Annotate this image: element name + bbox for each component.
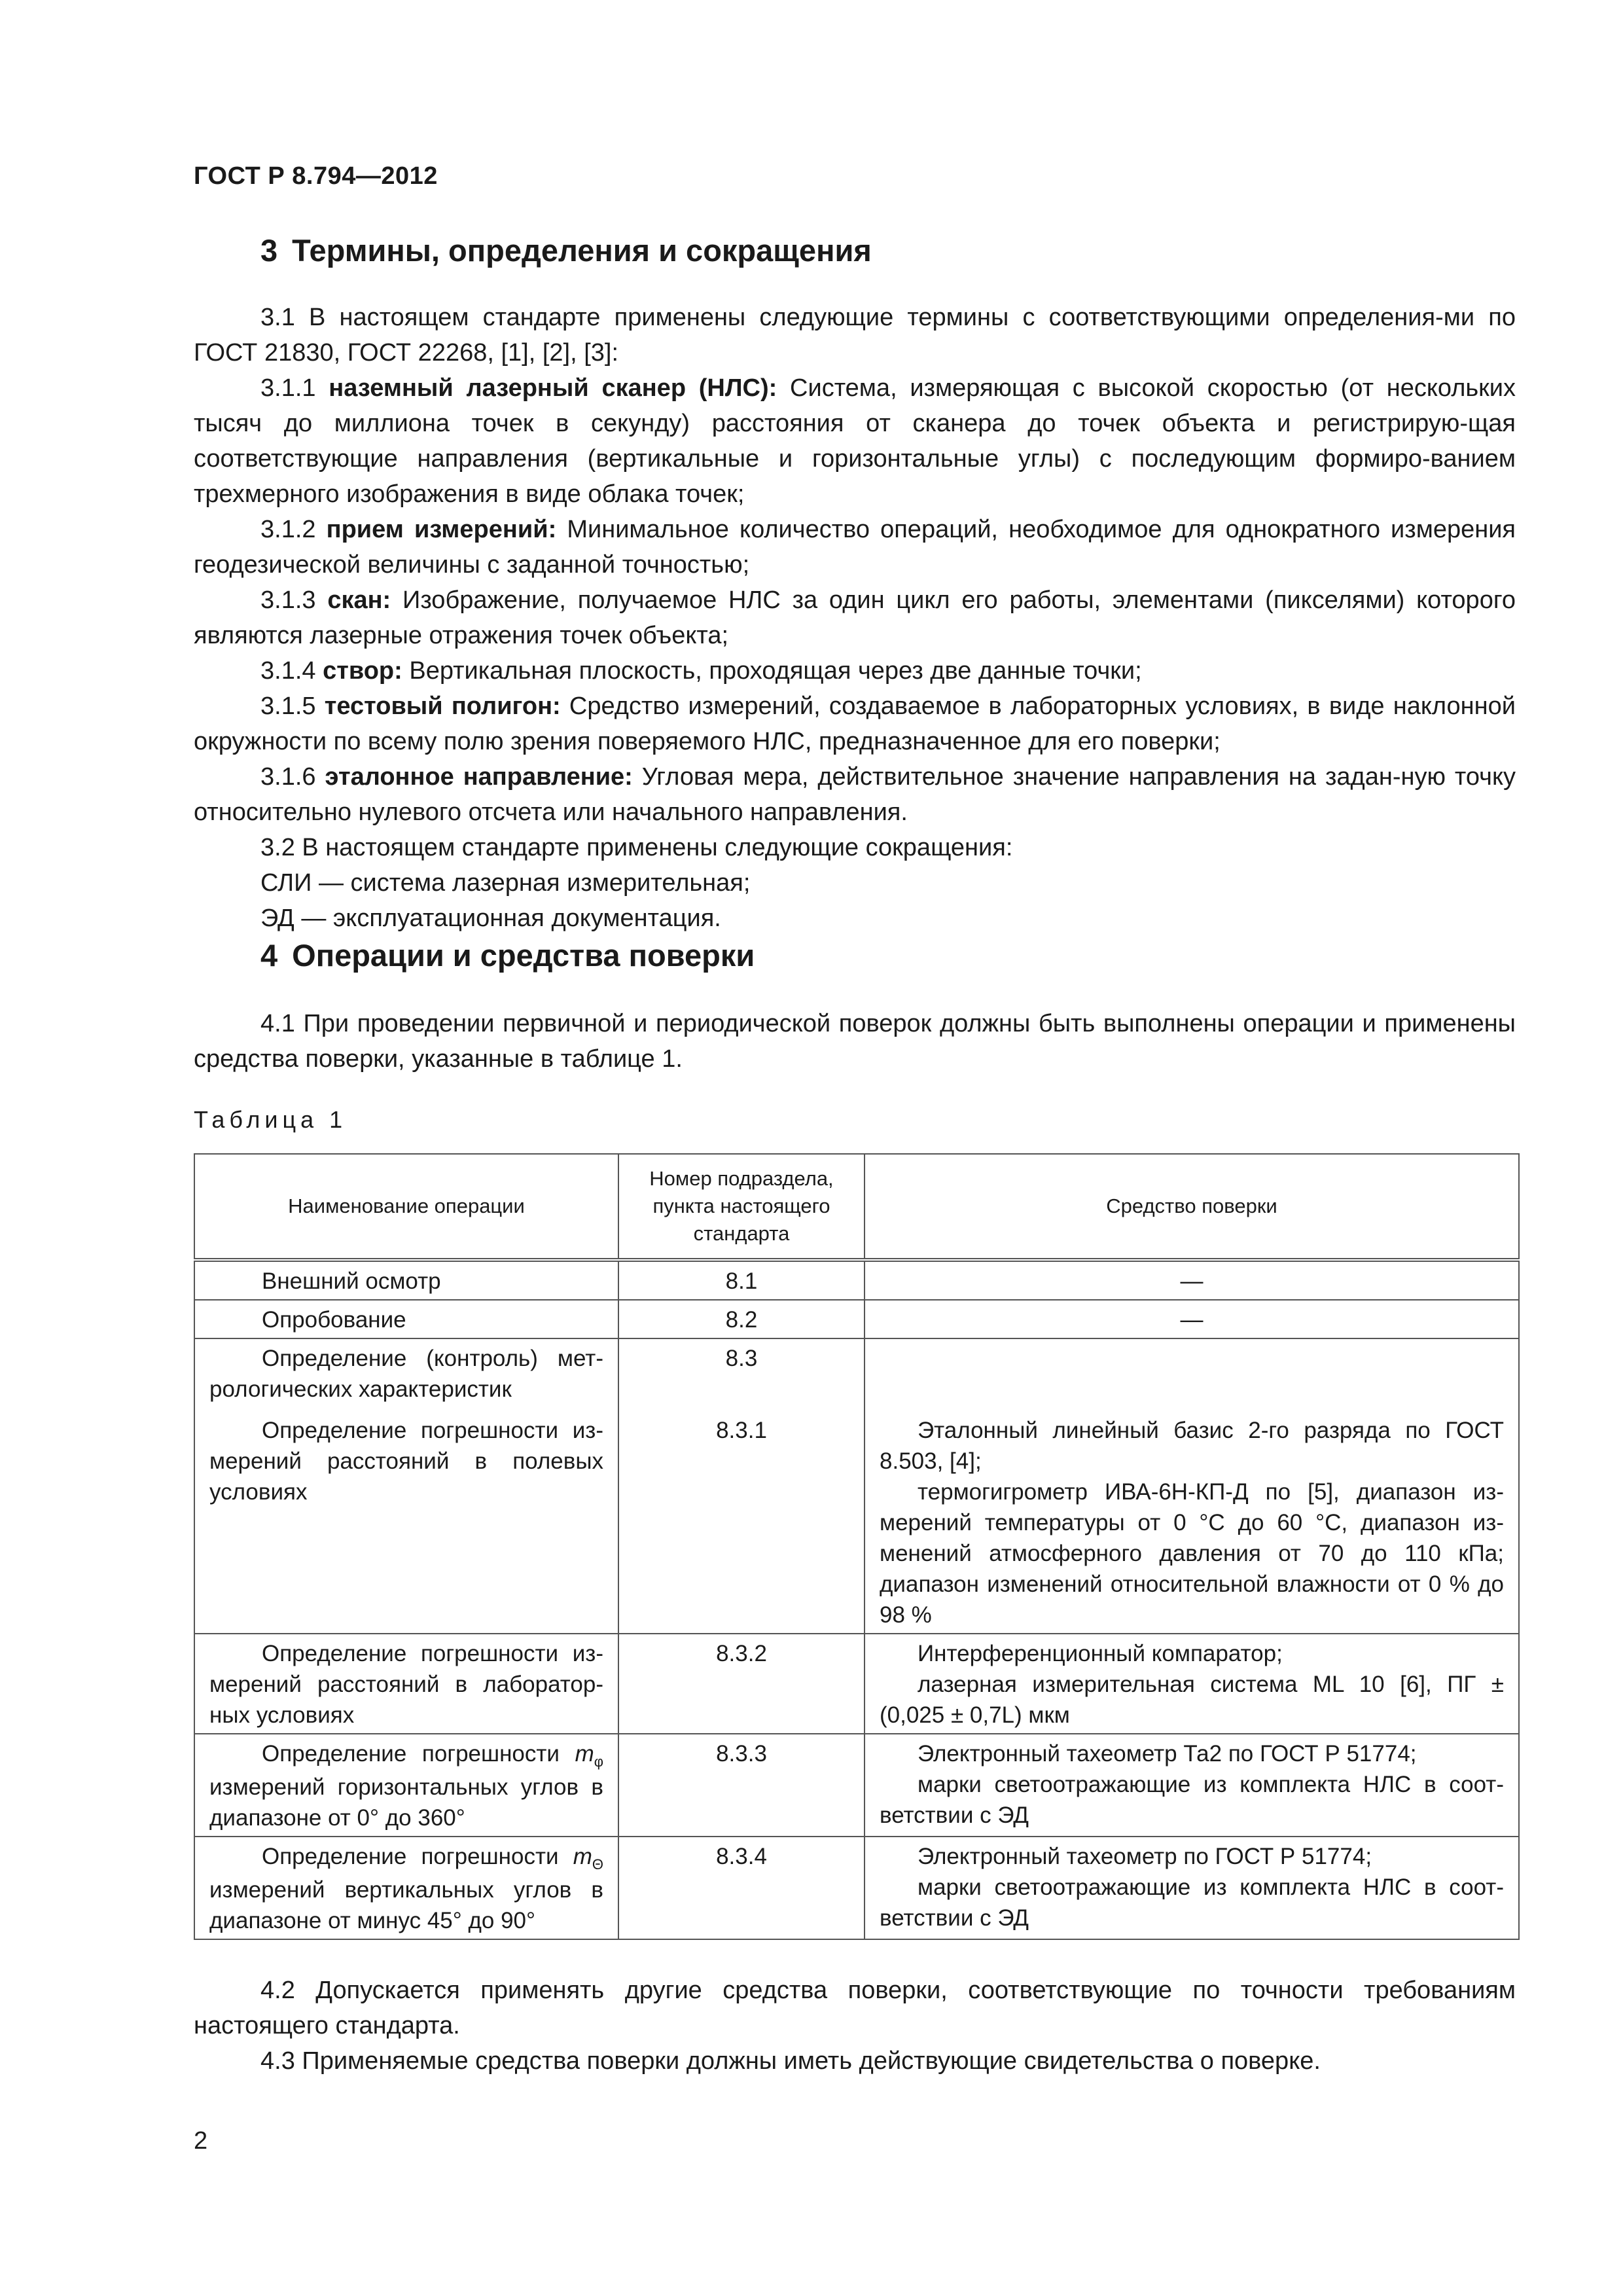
means-line: марки светоотражающие из комплекта НЛС в соот-ветствии с ЭД <box>880 1772 1504 1828</box>
section-ref: 8.3 <box>618 1338 865 1411</box>
column-header-section-number: Номер подраздела, пункта настоящего стандарта <box>618 1154 865 1260</box>
table-row <box>194 1300 1519 1338</box>
means-of-verification <box>865 1411 1519 1634</box>
term-3-1-5 <box>194 689 1516 759</box>
term-definition: Средство измерений, создаваемое в лабораторных условиях, в виде наклонной окружности по всему полю зрения поверяемого НЛС, предназначенное для его поверки; <box>194 692 1516 755</box>
term-number: 3.1.2 <box>260 516 316 543</box>
term-definition: Угловая мера, действительное значение направления на задан-ную точку относительно нулевого отсчета или начального направления. <box>194 763 1516 826</box>
operation-name: Определение погрешности из-мерений расстояний в лаборатор-ных условиях <box>209 1641 603 1728</box>
section-ref: 8.3.2 <box>618 1634 865 1734</box>
operation-text: Определение погрешности <box>262 1741 560 1767</box>
table-row <box>194 1634 1519 1734</box>
symbol-subscript: φ <box>594 1753 603 1770</box>
table-caption: Таблица 1 <box>194 1106 348 1133</box>
section-ref: 8.2 <box>618 1300 865 1338</box>
term-3-1-2 <box>194 512 1516 583</box>
means-of-verification <box>865 1634 1519 1734</box>
table-row <box>194 1734 1519 1837</box>
means-line: Электронный тахеометр Та2 по ГОСТ Р 51774; <box>918 1741 1417 1767</box>
means-of-verification: — <box>865 1300 1519 1338</box>
term-name: створ: <box>323 657 402 685</box>
paragraph-3-1: 3.1 В настоящем стандарте применены следующие термины с соответствующими определения-ми по ГОСТ 21830, ГОСТ 22268, [1], [2], [3]: <box>194 304 1516 367</box>
table-header-row <box>194 1154 1519 1260</box>
section-3-body <box>194 300 1516 936</box>
means-line: Эталонный линейный базис 2-го разряда по ГОСТ 8.503, [4]; <box>880 1418 1504 1474</box>
term-definition: Система, измеряющая с высокой скоростью (от нескольких тысяч до миллиона точек в секунду) расстояния от сканера до точек объекта и регистрирую-щая соответствующие направления (вертикальные и горизонтальные углы) с последующим формиро-ванием трехмерного изображения в виде облака точек; <box>194 374 1516 508</box>
term-definition: Вертикальная плоскость, проходящая через две данные точки; <box>409 657 1142 685</box>
section-title: Операции и средства поверки <box>292 938 755 973</box>
operations-table <box>194 1153 1520 1940</box>
term-definition: Изображение, получаемое НЛС за один цикл его работы, элементами (пикселями) которого являются лазерные отражения точек объекта; <box>194 586 1516 649</box>
means-of-verification <box>865 1338 1519 1411</box>
means-of-verification: — <box>865 1260 1519 1300</box>
symbol-subscript: Θ <box>592 1856 603 1873</box>
symbol-m: m <box>575 1741 594 1767</box>
term-3-1-6 <box>194 759 1516 830</box>
term-name: тестовый полигон: <box>324 692 561 720</box>
section-ref: 8.3.3 <box>618 1734 865 1837</box>
section-ref: 8.3.1 <box>618 1411 865 1634</box>
section-ref: 8.3.4 <box>618 1837 865 1939</box>
term-number: 3.1.3 <box>260 586 316 614</box>
operation-text: Определение погрешности <box>262 1844 559 1869</box>
means-line: марки светоотражающие из комплекта НЛС в соот-ветствии с ЭД <box>880 1874 1504 1931</box>
paragraph-3-2: 3.2 В настоящем стандарте применены следующие сокращения: <box>260 834 1013 861</box>
table-row <box>194 1338 1519 1411</box>
term-name: прием измерений: <box>326 516 557 543</box>
column-header-means: Средство поверки <box>865 1154 1519 1260</box>
term-number: 3.1.1 <box>260 374 316 402</box>
document-header: ГОСТ Р 8.794—2012 <box>194 162 438 190</box>
table-row <box>194 1260 1519 1300</box>
term-name: эталонное направление: <box>325 763 633 791</box>
table-row <box>194 1837 1519 1939</box>
section-4-heading <box>260 937 755 973</box>
abbreviation-ed: ЭД — эксплуатационная документация. <box>260 905 721 932</box>
paragraph-4-2: 4.2 Допускается применять другие средства поверки, соответствующие по точности требованиям настоящего стандарта. <box>194 1977 1516 2039</box>
term-definition: Минимальное количество операций, необходимое для однократного измерения геодезической величины с заданной точностью; <box>194 516 1516 579</box>
means-line: Электронный тахеометр по ГОСТ Р 51774; <box>918 1844 1372 1869</box>
operation-name: Внешний осмотр <box>262 1268 441 1294</box>
section-number: 3 <box>260 233 278 268</box>
term-number: 3.1.4 <box>260 657 316 685</box>
means-line: Интерференционный компаратор; <box>918 1641 1283 1666</box>
section-number: 4 <box>260 938 278 973</box>
term-name: скан: <box>327 586 391 614</box>
term-3-1-1 <box>194 370 1516 512</box>
operation-name: Определение (контроль) мет-рологических характеристик <box>209 1346 603 1402</box>
term-number: 3.1.5 <box>260 692 316 720</box>
column-header-operation: Наименование операции <box>194 1154 618 1260</box>
term-number: 3.1.6 <box>260 763 316 791</box>
term-3-1-3 <box>194 583 1516 653</box>
section-4-closing <box>194 1973 1516 2079</box>
operation-name: Опробование <box>262 1307 406 1333</box>
means-of-verification <box>865 1837 1519 1939</box>
operation-text: измерений горизонтальных углов в диапазоне от 0° до 360° <box>209 1774 603 1831</box>
operation-text: измерений вертикальных углов в диапазоне от минус 45° до 90° <box>209 1877 603 1933</box>
table-row <box>194 1411 1519 1634</box>
means-line: лазерная измерительная система ML 10 [6], ПГ ± (0,025 ± 0,7L) мкм <box>880 1672 1504 1728</box>
abbreviation-sli: СЛИ — система лазерная измерительная; <box>260 869 751 897</box>
means-of-verification <box>865 1734 1519 1837</box>
symbol-m: m <box>573 1844 592 1869</box>
section-4-intro <box>194 1006 1516 1077</box>
paragraph-4-1: 4.1 При проведении первичной и периодической поверок должны быть выполнены операции и применены средства поверки, указанные в таблице 1. <box>194 1010 1516 1073</box>
means-line: термогигрометр ИВА-6Н-КП-Д по [5], диапазон из-мерений температуры от 0 °С до 60 °С, диапазон из-менений атмосферного давления от 70 до 110 кПа; диапазон изменений относительной влажности от 0 % до 98 % <box>880 1479 1504 1628</box>
term-3-1-4 <box>194 653 1516 689</box>
operation-name: Определение погрешности из-мерений расстояний в полевых условиях <box>209 1418 603 1505</box>
operation-name <box>209 1841 603 1936</box>
operation-name <box>209 1738 603 1833</box>
section-ref: 8.1 <box>618 1260 865 1300</box>
section-title: Термины, определения и сокращения <box>292 233 872 268</box>
term-name: наземный лазерный сканер (НЛС): <box>329 374 777 402</box>
page-number: 2 <box>194 2127 208 2155</box>
section-3-heading <box>260 232 872 268</box>
paragraph-4-3: 4.3 Применяемые средства поверки должны иметь действующие свидетельства о поверке. <box>260 2047 1321 2075</box>
